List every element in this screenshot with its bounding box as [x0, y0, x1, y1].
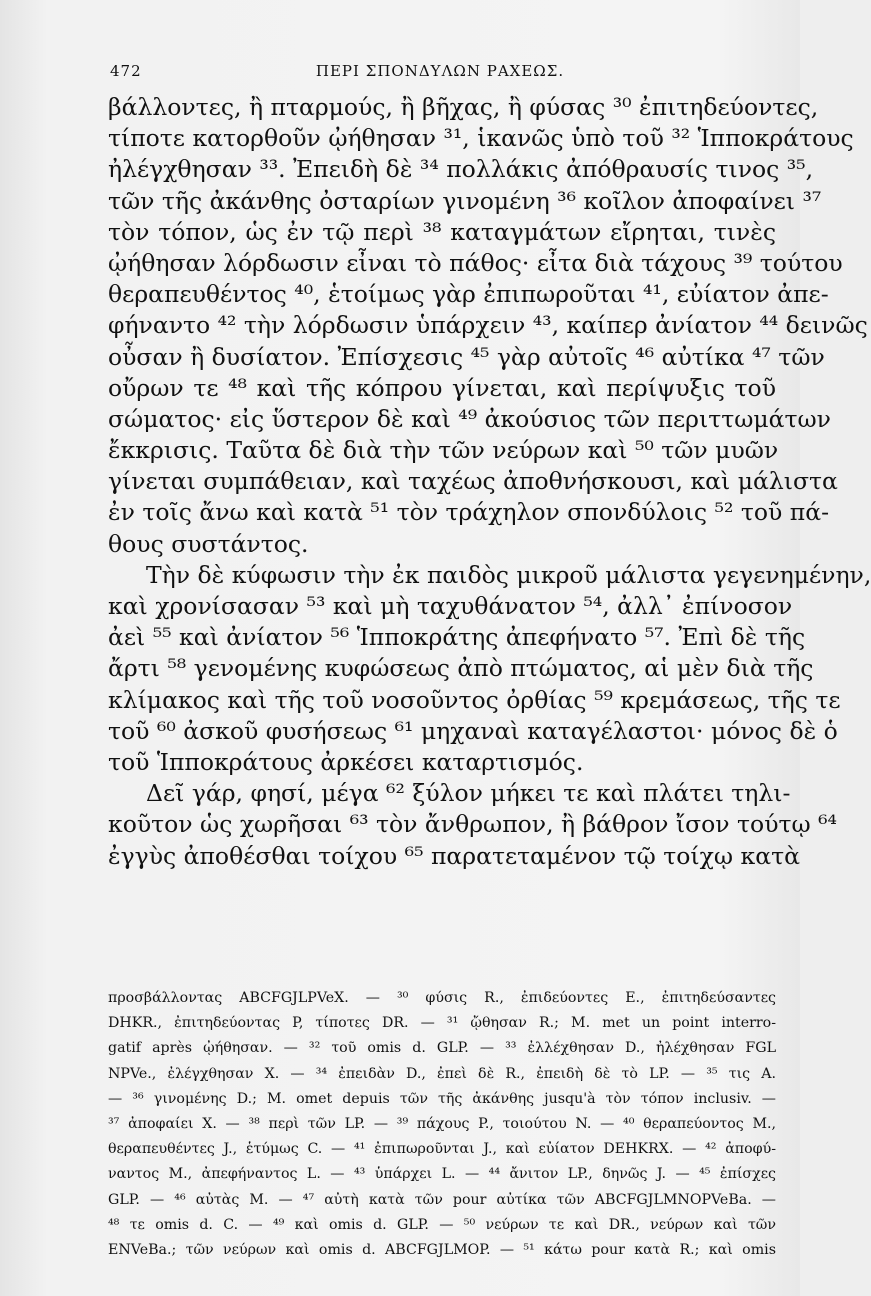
main-text [108, 92, 871, 872]
text-line: οὖσαν ἢ δυσίατον. Ἐπίσχεσις ⁴⁵ γὰρ αὐτοῖς ⁴⁶ αὐτίκα ⁴⁷ τῶν [108, 342, 825, 371]
text-line: ἄρτι ⁵⁸ γενομένης κυφώσεως ἀπὸ πτώματος, αἱ μὲν διὰ τῆς [108, 654, 814, 683]
text-line: ἐγγὺς ἀποθέσθαι τοίχου ⁶⁵ παρατεταμένον τῷ τοίχῳ κατὰ [108, 841, 800, 870]
text-line: καὶ χρονίσασαν ⁵³ καὶ μὴ ταχυθάνατον ⁵⁴, ἀλλ᾽ ἐπίνοσον [108, 592, 793, 620]
paragraph-start-line: Δεῖ γάρ, φησί, μέγα ⁶² ξύλον μήκει τε καὶ πλάτει τηλι- [146, 779, 791, 808]
text-line: τοῦ ⁶⁰ ἀσκοῦ φυσήσεως ⁶¹ μηχαναὶ καταγέλαστοι· μόνος δὲ ὁ [108, 716, 838, 745]
text-line: τὸν τόπον, ὡς ἐν τῷ περὶ ³⁸ καταγμάτων εἴρηται, τινὲς [108, 217, 776, 246]
text-line: τῶν τῆς ἀκάνθης ὀσταρίων γινομένη ³⁶ κοῖλον ἀποφαίνει ³⁷ [108, 186, 822, 215]
text-line: γίνεται συμπάθειαν, καὶ ταχέως ἀποθνήσκουσι, καὶ μάλιστα [108, 467, 838, 496]
page-header [110, 62, 770, 86]
footnote-line: θεραπευθέντες J., ἑτύμως C. — ⁴¹ ἐπιπωροῦνται J., καὶ εὐίατον DEHKRX. — ⁴² ἀποφύ- [108, 1141, 776, 1158]
footnote-line: DHKR., ἐπιτηδεύοντας P, τίποτες DR. — ³¹ ᾤθησαν R.; M. met un point interro- [108, 1015, 776, 1032]
text-line: θους συστάντος. [108, 529, 309, 558]
footnote-line: gatif après ᾠήθησαν. — ³² τοῦ omis d. GLP. — ³³ ἐλλέχθησαν D., ἠλέχθησαν FGL [108, 1040, 776, 1057]
footnote-line: ναντος M., ἀπεφήναντος L. — ⁴³ ὑπάρχει L. — ⁴⁴ ἄνιτον LP., δηνῶς J. — ⁴⁵ ἐπίσχες [108, 1166, 776, 1183]
text-line: κλίμακος καὶ τῆς τοῦ νοσοῦντος ὀρθίας ⁵⁹ κρεμάσεως, τῆς τε [108, 685, 841, 714]
footnote-line: ⁴⁸ τε omis d. C. — ⁴⁹ καὶ omis d. GLP. — ⁵⁰ νεύρων τε καὶ DR., νεύρων καὶ τῶν [108, 1216, 776, 1233]
footnote-line: προσβάλλοντας ABCFGJLPVeX. — ³⁰ φύσις R., ἐπιδεύοντες E., ἐπιτηδεύσαντες [108, 990, 776, 1006]
text-line: φήναντο ⁴² τὴν λόρδωσιν ὑπάρχειν ⁴³, καίπερ ἀνίατον ⁴⁴ δεινῶς [108, 311, 868, 340]
footnote-line: ³⁷ ἀποφαίει X. — ³⁸ περὶ τῶν LP. — ³⁹ πάχους P., τοιούτου N. — ⁴⁰ θεραπεύοντος M., [108, 1115, 776, 1132]
text-line: τίποτε κατορθοῦν ᾠήθησαν ³¹, ἱκανῶς ὑπὸ τοῦ ³² Ἱπποκράτους [108, 124, 854, 153]
text-line: βάλλοντες, ἢ πταρμούς, ἢ βῆχας, ἢ φύσας ³⁰ ἐπιτηδεύοντες, [108, 93, 819, 121]
text-line: οὔρων τε ⁴⁸ καὶ τῆς κόπρου γίνεται, καὶ περίψυξις τοῦ [108, 373, 776, 402]
text-line: ἔκκρισις. Ταῦτα δὲ διὰ τὴν τῶν νεύρων καὶ ⁵⁰ τῶν μυῶν [108, 436, 779, 465]
running-title: ΠΕΡΙ ΣΠΟΝΔΥΛΩΝ ΡΑΧΕΩΣ. [315, 62, 565, 80]
text-line: ἀεὶ ⁵⁵ καὶ ἀνίατον ⁵⁶ Ἱπποκράτης ἀπεφήνατο ⁵⁷. Ἐπὶ δὲ τῆς [108, 623, 806, 652]
text-line: σώματος· εἰς ὕστερον δὲ καὶ ⁴⁹ ἀκούσιος τῶν περιττωμάτων [108, 404, 831, 433]
footnote-line: ENVeBa.; τῶν νεύρων καὶ omis d. ABCFGJLMOP. — ⁵¹ κάτω pour κατὰ R.; καὶ omis [108, 1241, 776, 1258]
text-line: θεραπευθέντος ⁴⁰, ἑτοίμως γὰρ ἐπιπωροῦται ⁴¹, εὐίατον ἀπε- [108, 280, 829, 309]
text-line: τοῦ Ἱπποκράτους ἀρκέσει καταρτισμός. [108, 747, 584, 776]
paragraph-start-line: Τὴν δὲ κύφωσιν τὴν ἐκ παιδὸς μικροῦ μάλιστα γεγενημένην, [146, 560, 871, 589]
footnote-line: GLP. — ⁴⁶ αὐτὰς M. — ⁴⁷ αὐτὴ κατὰ τῶν pour αὐτίκα τῶν ABCFGJLMNOPVeBa. — [108, 1191, 776, 1208]
text-line: ᾠήθησαν λόρδωσιν εἶναι τὸ πάθος· εἶτα διὰ τάχους ³⁹ τούτου [108, 248, 843, 277]
text-line: κοῦτον ὡς χωρῆσαι ⁶³ τὸν ἄνθρωπον, ἢ βάθρον ἴσον τούτῳ ⁶⁴ [108, 810, 837, 839]
text-line: ἠλέγχθησαν ³³. Ἐπειδὴ δὲ ³⁴ πολλάκις ἀπόθραυσίς τινος ³⁵, [108, 155, 814, 184]
text-line: ἐν τοῖς ἄνω καὶ κατὰ ⁵¹ τὸν τράχηλον σπονδύλοις ⁵² τοῦ πά- [108, 498, 830, 527]
footnote-line: NPVe., ἐλέγχθησαν X. — ³⁴ ἐπειδὰν D., ἐπεὶ δὲ R., ἐπειδὴ δὲ τὸ LP. — ³⁵ τις A. [108, 1065, 776, 1082]
page-number: 472 [110, 62, 142, 80]
footnotes [108, 986, 776, 1263]
footnote-line: — ³⁶ γινομένης D.; M. omet depuis τῶν τῆς ἀκάνθης jusqu'à τὸν τόπον inclusiv. — [108, 1090, 776, 1107]
